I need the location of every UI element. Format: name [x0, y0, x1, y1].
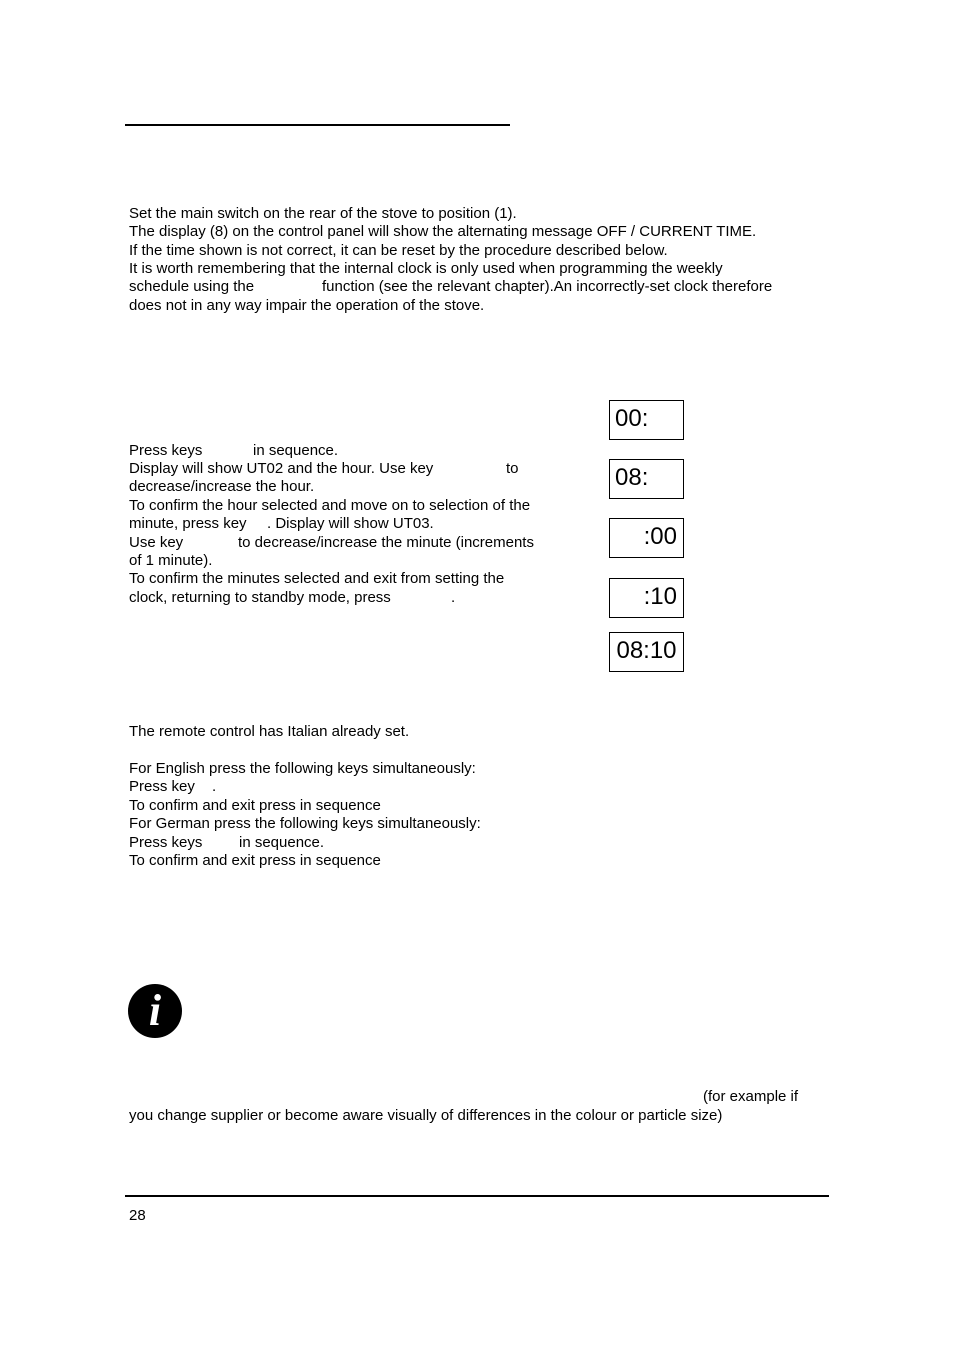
intro-line-1: Set the main switch on the rear of the stove to position (1). [129, 205, 517, 222]
note-line-2: you change supplier or become aware visually of differences in the colour or particle size) [129, 1107, 723, 1124]
clock-line-6a: Use key [129, 534, 184, 551]
clock-line-9a: clock, returning to standby mode, press [129, 589, 391, 606]
header-rule [125, 124, 510, 126]
display-hour-set: 08: [609, 459, 684, 499]
display-minute-set: :10 [609, 578, 684, 618]
clock-line-1b: in sequence. [253, 442, 339, 459]
clock-line-3: decrease/increase the hour. [129, 478, 315, 495]
clock-line-2a: Display will show UT02 and the hour. Use key [129, 460, 434, 477]
language-line-3b: . [212, 778, 217, 795]
display-minute-reset: :00 [609, 518, 684, 558]
footer-rule [125, 1195, 829, 1197]
language-line-3a: Press key [129, 778, 195, 795]
intro-line-5a: schedule using the [129, 278, 255, 295]
language-line-2: For English press the following keys simultaneously: [129, 760, 476, 777]
language-line-7: To confirm and exit press in sequence [129, 852, 381, 869]
note-line-1: (for example if [703, 1088, 799, 1105]
info-icon: i [128, 984, 182, 1038]
intro-line-5b: function (see the relevant chapter).An incorrectly-set clock therefore [322, 278, 773, 295]
display-hour-reset: 00: [609, 400, 684, 440]
clock-line-9b: . [451, 589, 456, 606]
clock-line-2b: to [506, 460, 519, 477]
clock-line-5b: . Display will show UT03. [267, 515, 434, 532]
intro-line-6: does not in any way impair the operation of the stove. [129, 297, 485, 314]
language-line-4: To confirm and exit press in sequence [129, 797, 381, 814]
language-line-6a: Press keys [129, 834, 203, 851]
intro-line-3: If the time shown is not correct, it can be reset by the procedure described below. [129, 242, 668, 259]
language-line-6b: in sequence. [239, 834, 325, 851]
clock-line-5a: minute, press key [129, 515, 247, 532]
clock-line-7: of 1 minute). [129, 552, 213, 569]
display-time-result: 08:10 [609, 632, 684, 672]
language-line-1: The remote control has Italian already set. [129, 723, 410, 740]
intro-line-2: The display (8) on the control panel will show the alternating message OFF / CURRENT TIME. [129, 223, 757, 240]
clock-line-8: To confirm the minutes selected and exit from setting the [129, 570, 505, 587]
intro-line-4: It is worth remembering that the internal clock is only used when programming the weekly [129, 260, 723, 277]
page-number: 28 [129, 1207, 146, 1224]
clock-line-4: To confirm the hour selected and move on to selection of the [129, 497, 531, 514]
clock-line-1a: Press keys [129, 442, 203, 459]
language-line-5: For German press the following keys simultaneously: [129, 815, 481, 832]
clock-line-6b: to decrease/increase the minute (increments [238, 534, 534, 551]
